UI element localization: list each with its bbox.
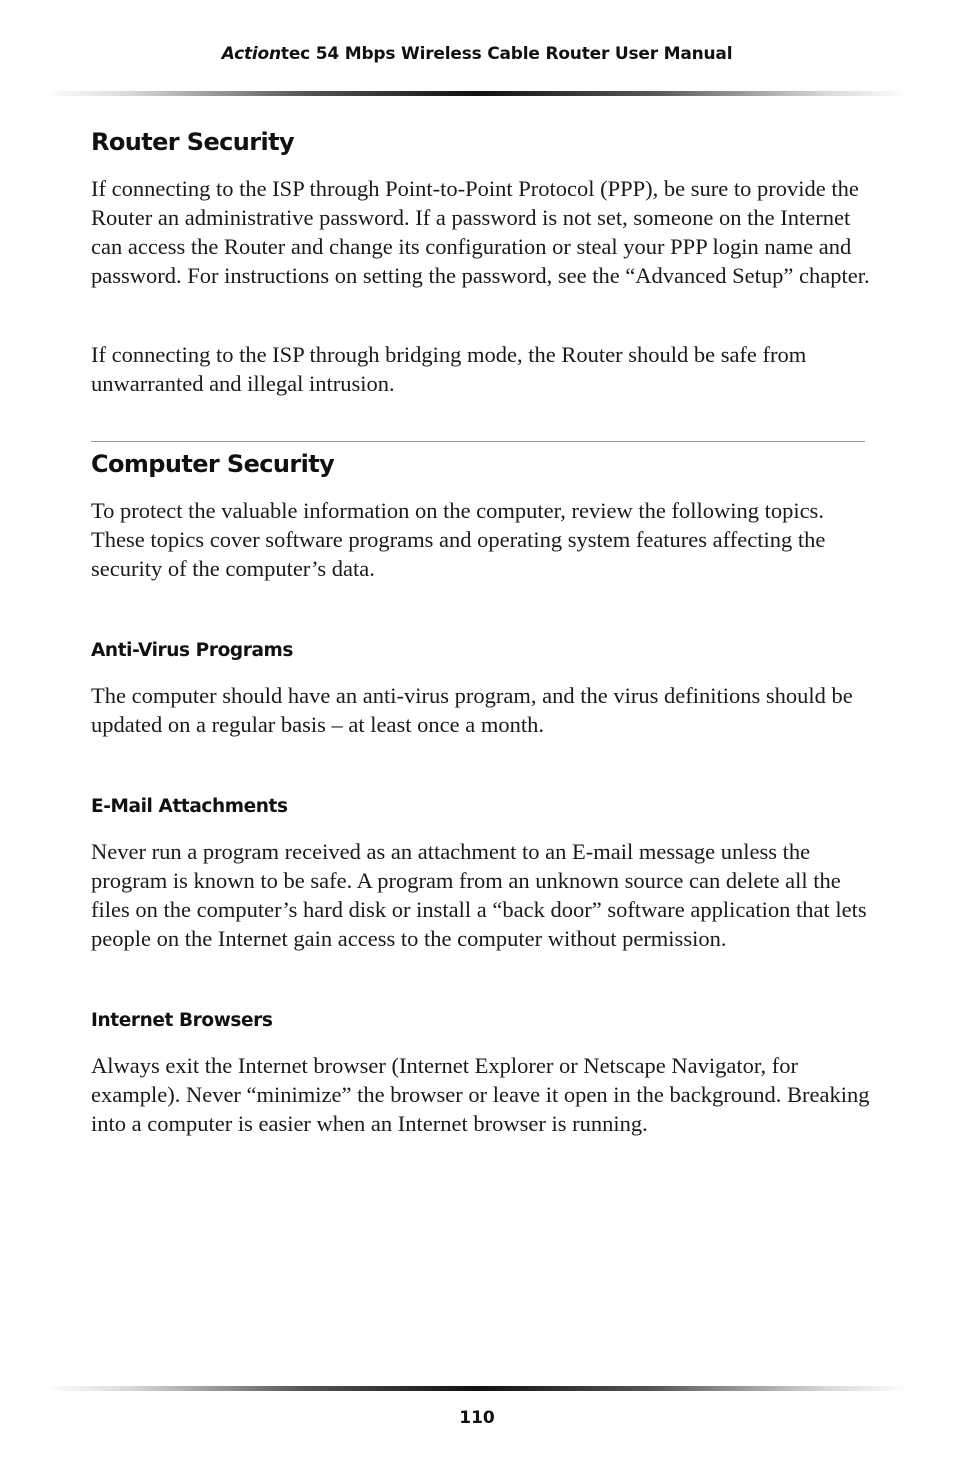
computer-security-intro: To protect the valuable information on the computer, review the following topics. These topics cover software programs and operating system features affecting the security of the computer’s data. [91, 498, 826, 581]
page-number: 110 [459, 1408, 495, 1428]
header-rule [45, 91, 911, 96]
section-heading-router-security: Router Security [91, 128, 295, 156]
subsection-heading-email-attachments: E-Mail Attachments [91, 796, 288, 817]
email-attachments-paragraph: Never run a program received as an attachment to an E-mail message unless the program is known to be safe. A program from an unknown source can delete all the files on the computer’s hard disk or install a “back door” software application that lets people on the Internet gain access to the computer without permission. [91, 839, 867, 951]
section-heading-computer-security: Computer Security [91, 450, 335, 478]
header-title-rest: tec 54 Mbps Wireless Cable Router User Manual [280, 44, 733, 64]
subsection-heading-anti-virus: Anti-Virus Programs [91, 640, 294, 661]
internet-browsers-paragraph: Always exit the Internet browser (Internet Explorer or Netscape Navigator, for example). Never “minimize” the browser or leave it open in the background. Breaking into a computer is easier when an Internet browser is running. [91, 1053, 870, 1136]
anti-virus-paragraph: The computer should have an anti-virus program, and the virus definitions should be updated on a regular basis – at least once a month. [91, 683, 853, 737]
section-divider [91, 441, 865, 442]
subsection-heading-internet-browsers: Internet Browsers [91, 1010, 273, 1031]
running-header [0, 44, 954, 64]
header-brand-italic: Action [221, 44, 281, 64]
router-security-paragraph-1: If connecting to the ISP through Point-to-Point Protocol (PPP), be sure to provide the Router an administrative password. If a password is not set, someone on the Internet can access the Router and change its configuration or steal your PPP login name and password. For instructions on setting the password, see the “Advanced Setup” chapter. [91, 176, 870, 288]
footer-rule [45, 1386, 911, 1391]
router-security-paragraph-2: If connecting to the ISP through bridging mode, the Router should be safe from unwarranted and illegal intrusion. [91, 342, 807, 396]
